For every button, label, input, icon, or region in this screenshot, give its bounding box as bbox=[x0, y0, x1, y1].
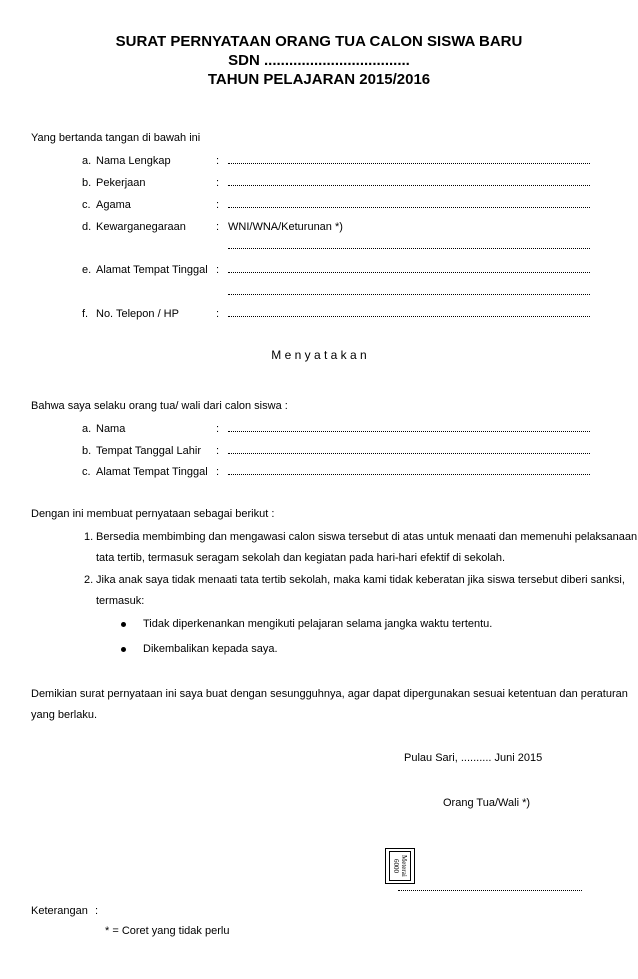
field-label-telepon: No. Telepon / HP bbox=[96, 308, 179, 320]
field-colon: : bbox=[216, 221, 220, 233]
statement-2-line-2: termasuk: bbox=[96, 595, 145, 607]
school-name-line: SDN ................................... bbox=[228, 52, 410, 69]
signatory-role: Orang Tua/Wali *) bbox=[443, 797, 531, 809]
field-marker: b. bbox=[82, 445, 92, 457]
field-label-nama-lengkap: Nama Lengkap bbox=[96, 155, 171, 167]
bullet-icon bbox=[121, 647, 126, 652]
field-marker: b. bbox=[82, 177, 92, 189]
stamp-label: Meterai bbox=[400, 855, 408, 877]
document-title: SURAT PERNYATAAN ORANG TUA CALON SISWA BARU bbox=[115, 33, 523, 50]
fill-line-ttl[interactable] bbox=[228, 447, 590, 454]
field-marker: c. bbox=[82, 466, 91, 478]
statement-1-line-2: tata tertib, termasuk seragam sekolah dan kegiatan pada hari-hari efektif di sekolah. bbox=[96, 552, 506, 564]
closing-line-1: Demikian surat pernyataan ini saya buat dengan sesungguhnya, agar dapat dipergunakan sesuai ketentuan dan peraturan bbox=[31, 688, 628, 700]
field-marker: d. bbox=[82, 221, 92, 233]
field-colon: : bbox=[216, 264, 220, 276]
student-intro-text: Bahwa saya selaku orang tua/ wali dari calon siswa : bbox=[31, 400, 288, 412]
statement-number: 2. bbox=[84, 574, 94, 586]
field-label-nama-siswa: Nama bbox=[96, 423, 126, 435]
field-marker: e. bbox=[82, 264, 92, 276]
fill-line-alamat[interactable] bbox=[228, 266, 590, 273]
field-marker: f. bbox=[82, 308, 89, 320]
field-marker: a. bbox=[82, 423, 92, 435]
closing-line-2: yang berlaku. bbox=[31, 709, 98, 721]
fill-line-alamat-siswa[interactable] bbox=[228, 468, 590, 475]
sanction-item: Tidak diperkenankan mengikuti pelajaran selama jangka waktu tertentu. bbox=[143, 618, 493, 630]
fill-line-alamat-2[interactable] bbox=[228, 288, 590, 295]
statement-number: 1. bbox=[84, 531, 94, 543]
field-label-ttl: Tempat Tanggal Lahir bbox=[96, 445, 201, 457]
statement-1-line-1: Bersedia membimbing dan mengawasi calon siswa tersebut di atas untuk menaati dan memenuhi pelaksanaan bbox=[96, 531, 638, 543]
field-marker: c. bbox=[82, 199, 91, 211]
intro-text: Yang bertanda tangan di bawah ini bbox=[31, 132, 201, 144]
declaration-heading: M e n y a t a k a n bbox=[271, 348, 367, 362]
field-colon: : bbox=[216, 423, 220, 435]
stamp-inner-frame bbox=[389, 851, 411, 881]
field-label-agama: Agama bbox=[96, 199, 131, 211]
field-label-alamat: Alamat Tempat Tinggal bbox=[96, 264, 208, 276]
fill-line-pekerjaan[interactable] bbox=[228, 179, 590, 186]
place-date: Pulau Sari, .......... Juni 2015 bbox=[404, 752, 543, 764]
field-colon: : bbox=[216, 199, 220, 211]
notes-colon: : bbox=[95, 905, 99, 917]
academic-year: TAHUN PELAJARAN 2015/2016 bbox=[207, 71, 431, 88]
field-marker: a. bbox=[82, 155, 92, 167]
field-colon: : bbox=[216, 466, 220, 478]
fill-line-kewarganegaraan[interactable] bbox=[228, 242, 590, 249]
citizenship-options[interactable]: WNI/WNA/Keturunan *) bbox=[228, 221, 343, 233]
fill-line-telepon[interactable] bbox=[228, 310, 590, 317]
field-colon: : bbox=[216, 155, 220, 167]
notes-label: Keterangan bbox=[31, 905, 88, 917]
fill-line-nama-siswa[interactable] bbox=[228, 425, 590, 432]
statement-intro-text: Dengan ini membuat pernyataan sebagai berikut : bbox=[31, 508, 275, 520]
field-label-pekerjaan: Pekerjaan bbox=[96, 177, 146, 189]
stamp-text bbox=[392, 855, 408, 877]
field-label-kewarganegaraan: Kewarganegaraan bbox=[96, 221, 186, 233]
statement-2-line-1: Jika anak saya tidak menaati tata tertib sekolah, maka kami tidak keberatan jika siswa tersebut diberi sanksi, bbox=[96, 574, 625, 586]
fill-line-agama[interactable] bbox=[228, 201, 590, 208]
fill-line-nama-lengkap[interactable] bbox=[228, 157, 590, 164]
bullet-icon bbox=[121, 622, 126, 627]
field-colon: : bbox=[216, 445, 220, 457]
signature-line[interactable] bbox=[398, 884, 582, 891]
stamp-value: 6000 bbox=[392, 858, 400, 873]
field-colon: : bbox=[216, 177, 220, 189]
field-colon: : bbox=[216, 308, 220, 320]
sanction-item: Dikembalikan kepada saya. bbox=[143, 643, 278, 655]
notes-item: * = Coret yang tidak perlu bbox=[105, 925, 230, 937]
revenue-stamp-box bbox=[385, 848, 415, 884]
field-label-alamat-siswa: Alamat Tempat Tinggal bbox=[96, 466, 208, 478]
